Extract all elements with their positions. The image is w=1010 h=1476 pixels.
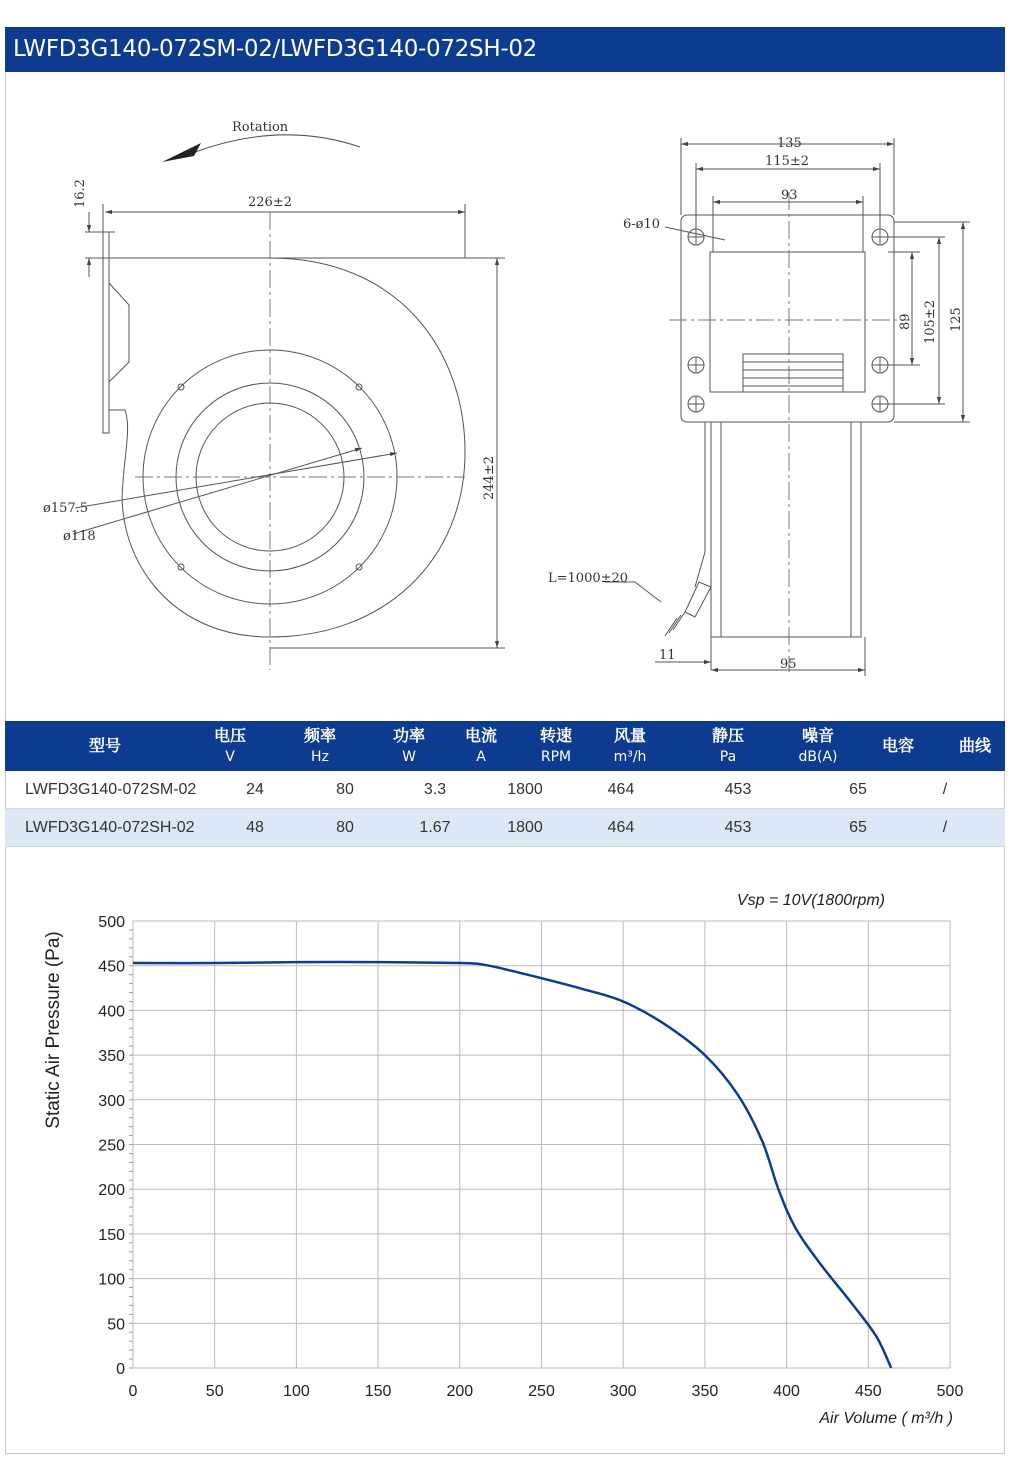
dim-cable: L=1000±20 xyxy=(548,571,629,586)
y-tick-label: 400 xyxy=(98,1003,125,1021)
dim-width: 226±2 xyxy=(248,195,292,210)
x-axis-ticks xyxy=(129,1383,964,1400)
cell-noise: 65 xyxy=(849,819,867,836)
cell-voltage: 24 xyxy=(246,781,264,798)
cell-frequency: 80 xyxy=(336,819,354,836)
y-tick-label: 200 xyxy=(98,1182,125,1200)
cell-rpm: 1800 xyxy=(507,819,543,836)
dim-11: 11 xyxy=(659,648,676,663)
y-tick-label: 100 xyxy=(98,1271,125,1289)
cell-voltage: 48 xyxy=(246,819,264,836)
y-tick-label: 50 xyxy=(107,1316,125,1334)
header-rpm: 转速 RPM xyxy=(539,726,572,765)
y-tick-label: 300 xyxy=(98,1092,125,1110)
x-tick-label: 500 xyxy=(936,1383,964,1400)
header-airflow: 风量 m³/h xyxy=(613,726,647,765)
header-pressure: 静压 Pa xyxy=(711,726,744,765)
y-tick-label: 150 xyxy=(98,1226,125,1244)
cell-pressure: 453 xyxy=(724,781,752,798)
dim-diameter-inner: ø118 xyxy=(63,529,96,544)
table-row xyxy=(5,809,1005,847)
cell-rpm: 1800 xyxy=(507,781,543,798)
header-capacitor: 电容 xyxy=(881,736,914,755)
chart-grid xyxy=(129,921,950,1368)
cell-power: 1.67 xyxy=(419,819,451,836)
dim-95: 95 xyxy=(780,657,797,672)
header-noise: 噪音 dB(A) xyxy=(798,726,838,765)
y-axis-label: Static Air Pressure (Pa) xyxy=(43,931,64,1129)
x-tick-label: 250 xyxy=(528,1383,555,1400)
header-frequency: 频率 Hz xyxy=(303,726,336,765)
y-tick-label: 0 xyxy=(116,1361,125,1378)
cell-model: LWFD3G140-072SH-02 xyxy=(25,819,195,836)
dim-holes: 6-ø10 xyxy=(623,217,661,232)
performance-chart xyxy=(5,860,1005,1450)
y-tick-label: 350 xyxy=(98,1048,125,1066)
x-tick-label: 400 xyxy=(773,1383,800,1400)
x-tick-label: 50 xyxy=(205,1383,224,1400)
y-tick-label: 250 xyxy=(98,1137,125,1155)
cell-noise: 65 xyxy=(849,781,867,798)
dim-diameter-outer: ø157.5 xyxy=(43,501,89,516)
y-tick-label: 500 xyxy=(98,914,125,931)
page-title: LWFD3G140-072SM-02/LWFD3G140-072SH-02 xyxy=(5,27,1005,72)
table-header xyxy=(5,721,1005,771)
x-axis-label: Air Volume ( m³/h ) xyxy=(819,1410,953,1427)
y-tick-label: 450 xyxy=(98,958,125,976)
cell-capacitor: / xyxy=(942,781,948,798)
spec-table xyxy=(5,721,1005,847)
cell-airflow: 464 xyxy=(607,781,635,798)
technical-drawing xyxy=(5,72,1005,722)
y-axis-ticks xyxy=(98,914,125,1378)
x-tick-label: 150 xyxy=(364,1383,392,1400)
header-model: 型号 xyxy=(88,736,121,755)
header-power: 功率 W xyxy=(392,726,425,765)
dim-89: 89 xyxy=(898,313,913,330)
x-tick-label: 300 xyxy=(609,1383,637,1400)
x-tick-label: 100 xyxy=(283,1383,310,1400)
cell-frequency: 80 xyxy=(336,781,354,798)
dim-height: 244±2 xyxy=(482,456,497,500)
cell-model: LWFD3G140-072SM-02 xyxy=(25,781,197,798)
dim-105: 105±2 xyxy=(923,300,938,344)
x-tick-label: 450 xyxy=(854,1383,882,1400)
dim-flange: 16.2 xyxy=(73,179,88,208)
pressure-curve-line xyxy=(133,962,891,1368)
cell-pressure: 453 xyxy=(724,819,752,836)
cell-airflow: 464 xyxy=(607,819,635,836)
x-tick-label: 200 xyxy=(446,1383,474,1400)
header-voltage: 电压 V xyxy=(213,726,246,765)
cell-power: 3.3 xyxy=(423,781,447,798)
dim-135: 135 xyxy=(777,136,802,151)
header-current: 电流 A xyxy=(464,726,497,765)
table-row xyxy=(5,771,1005,809)
dim-93: 93 xyxy=(781,188,798,203)
rotation-label: Rotation xyxy=(232,120,289,135)
dim-115: 115±2 xyxy=(765,154,809,169)
x-tick-label: 350 xyxy=(691,1383,719,1400)
chart-annotation: Vsp = 10V(1800rpm) xyxy=(736,892,885,909)
header-curve: 曲线 xyxy=(958,736,991,755)
cell-capacitor: / xyxy=(942,819,948,836)
dim-125: 125 xyxy=(949,307,964,332)
x-tick-label: 0 xyxy=(128,1383,138,1400)
